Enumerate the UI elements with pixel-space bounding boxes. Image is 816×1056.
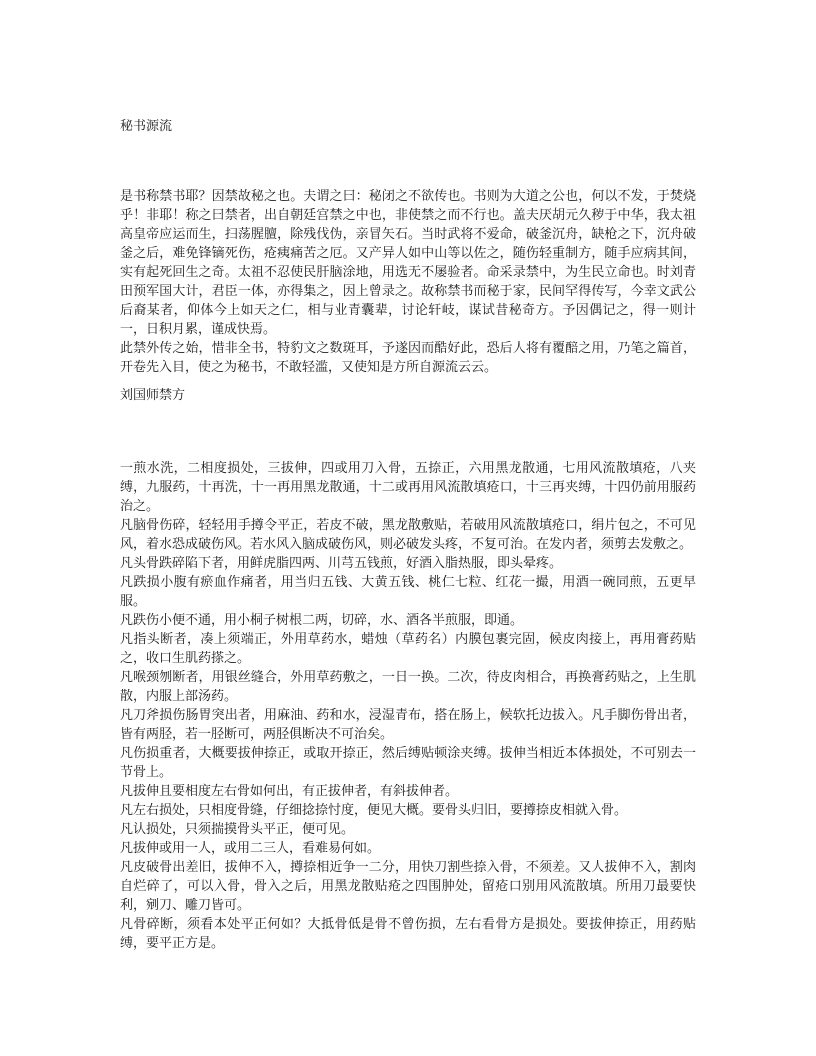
prescription-list bbox=[120, 459, 696, 953]
section-title: 刘国师禁方 bbox=[120, 388, 186, 403]
document-title: 秘书源流 bbox=[120, 119, 173, 134]
prescription-item: 凡刀斧损伤肠胃突出者，用麻油、药和水，浸湿青布，搭在肠上，候软托边拔入。凡手脚伤骨出者，皆有两胫，若一胫断可，两胫俱断决不可治矣。 bbox=[120, 708, 696, 742]
intro-paragraph: 是书称禁书耶？因禁故秘之也。夫谓之曰：秘闭之不欲传也。书则为大道之公也，何以不发，于焚烧乎！非耶！称之曰禁者，出自朝廷宫禁之中也，非使禁之而不行也。盖夫厌胡元久秽于中华，我太祖高皇帝应运而生，扫荡腥膻，除残伐伪，亲冒矢石。当时武将不爱命，破釜沉舟，缺枪之下，沉舟破釜之后，难免锋镝死伤，疮痍痛苦之厄。又产异人如中山等以佐之，随伤轻重制方，随手应病其间，实有起死回生之奇。太祖不忍使民肝脑涂地，用选无不屡验者。命采录禁中，为生民立命也。时刘青田预军国大计，君臣一体，亦得集之，因上曾录之。故称禁书而秘于家，民间罕得传写，今幸文武公后裔某者，仰体今上如天之仁，相与业青囊辈，讨论轩岐，谋试昔秘奇方。予因偶记之，得一则计一，日积月累，谨成快焉。 bbox=[120, 189, 696, 337]
prescription-item: 凡头骨跌碎陷下者，用鲜虎脂四两、川芎五钱煎，好酒入脂热服，即头晕疼。 bbox=[120, 556, 563, 571]
prescription-item: 凡跌伤小便不通，用小桐子树根二两，切碎，水、酒各半煎服，即通。 bbox=[120, 613, 524, 628]
prescription-item: 凡认损处，只须揣摸骨头平正，便可见。 bbox=[120, 822, 355, 837]
prescription-item: 凡喉颈刎断者，用银丝缝合，外用草药敷之，一日一换。二次，待皮肉相合，再换膏药贴之，上生肌散，内服上部汤药。 bbox=[120, 670, 696, 704]
prescription-item: 凡拔伸或用一人，或用二三人，看难易何如。 bbox=[120, 841, 381, 856]
intro-section bbox=[120, 187, 696, 377]
prescription-item: 凡骨碎断，须看本处平正何如？大抵骨低是骨不曾伤损，左右看骨方是损处。要拔伸捺正，用药贴缚，要平正方是。 bbox=[120, 917, 696, 951]
prescription-item: 凡左右损处，只相度骨缝，仔细捻捺忖度，便见大概。要骨头归旧，要撙捺皮相就入骨。 bbox=[120, 803, 628, 818]
prescription-item: 凡皮破骨出差旧，拔伸不入，撙捺相近争一二分，用快刀割些捺入骨，不须差。又人拔伸不入，割肉自烂碎了，可以入骨，骨入之后，用黑龙散贴疮之四围肿处，留疮口别用风流散填。所用刀最要快利，剜刀、雕刀皆可。 bbox=[120, 860, 696, 913]
intro-paragraph: 此禁外传之始，惜非全书，特豹文之数斑耳，予遂因而酷好此，恐后人将有覆醅之用，乃笔之篇首，开卷先入目，使之为秘书，不敢轻滥，又使知是方所自源流云云。 bbox=[120, 341, 696, 375]
prescription-item: 凡拔伸且要相度左右骨如何出，有正拔伸者，有斜拔伸者。 bbox=[120, 784, 459, 799]
prescription-item: 凡跌损小腹有瘀血作痛者，用当归五钱、大黄五钱、桃仁七粒、红花一撮，用酒一碗同煎，五更早服。 bbox=[120, 575, 696, 609]
prescription-item: 凡伤损重者，大概要拔伸捺正，或取开捺正，然后缚贴顿涂夹缚。拔伸当相近本体损处，不可别去一节骨上。 bbox=[120, 746, 696, 780]
prescription-item: 一煎水洗，二相度损处，三拔伸，四或用刀入骨，五捺正，六用黑龙散通，七用风流散填疮，八夹缚，九服药，十再洗，十一再用黑龙散通，十二或再用风流散填疮口，十三再夹缚，十四仍前用服药治之。 bbox=[120, 461, 696, 514]
prescription-item: 凡脑骨伤碎，轻轻用手撙令平正，若皮不破，黑龙散敷贴，若破用风流散填疮口，绢片包之，不可见风，着水恐成破伤风。若水风入脑成破伤风，则必破发头疼，不复可治。在发内者，须剪去发敷之。 bbox=[120, 518, 696, 552]
prescription-item: 凡指头断者，凑上须端正，外用草药水，蜡烛（草药名）内膜包裹完固，候皮肉接上，再用膏药贴之，收口生肌药搽之。 bbox=[120, 632, 696, 666]
